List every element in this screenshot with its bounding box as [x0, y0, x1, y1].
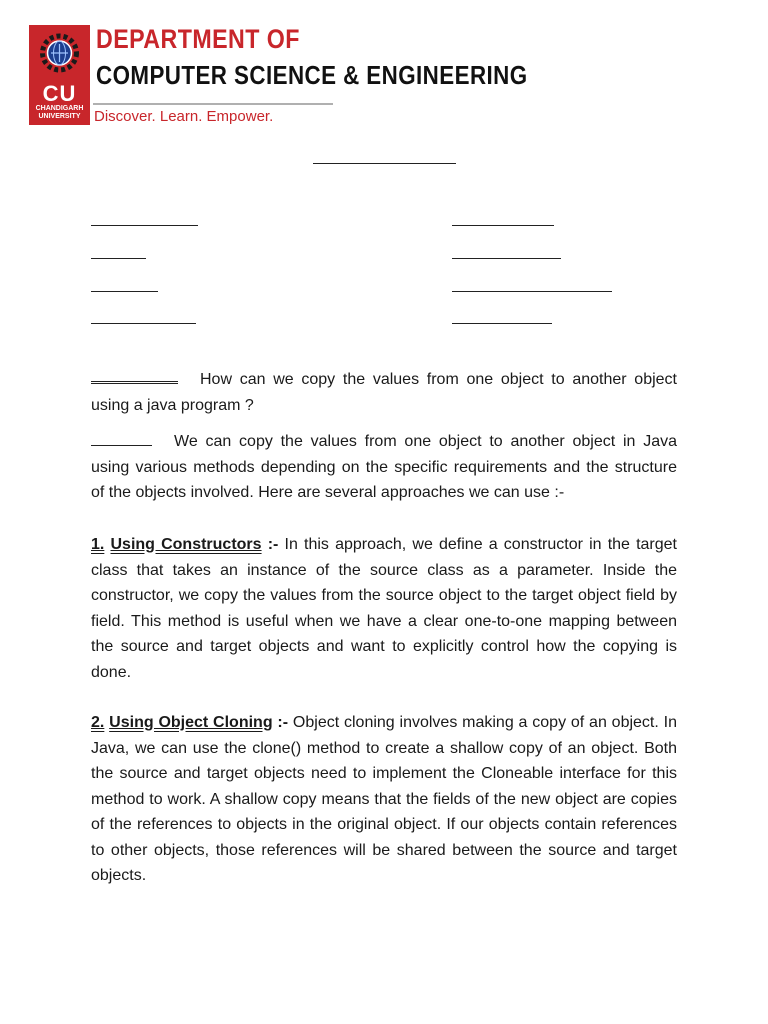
question-text: How can we copy the values from one object to another object using a java program ? [91, 371, 677, 414]
info-blank-left-2 [91, 258, 146, 259]
info-blank-left-3 [91, 291, 158, 292]
info-blank-right-4 [452, 323, 552, 324]
section-2-body: Object cloning involves making a copy of an object. In Java, we can use the clone() method to create a shallow copy of an object. Both the source and target objects need to implement the Cloneable interface for this method to work. A shallow copy means that the fields of the new object are copies of the references to objects in the original object. If our objects contain references to other objects, those references will be shared between the source and target objects. [91, 714, 677, 884]
title-blank [313, 163, 456, 164]
section-2-number: 2. [91, 714, 105, 731]
section-2-separator: :- [272, 714, 289, 731]
section-2-heading: Using Object Cloning [109, 714, 273, 731]
section-1-separator: :- [261, 536, 279, 553]
logo-university-name: CHANDIGARH UNIVERSITY [35, 105, 84, 120]
gear-emblem-icon [29, 25, 90, 85]
section-1-heading: Using Constructors [110, 536, 262, 553]
section-2-paragraph [91, 710, 677, 889]
university-logo [29, 25, 90, 125]
department-title-line2: COMPUTER SCIENCE & ENGINEERING [96, 60, 528, 90]
department-title-line1: DEPARTMENT OF [96, 24, 300, 54]
answer-label-blank [91, 431, 152, 446]
info-blank-right-2 [452, 258, 561, 259]
info-blank-right-3 [452, 291, 612, 292]
info-blank-left-1 [91, 225, 198, 226]
info-blank-left-4 [91, 323, 196, 324]
info-blank-right-1 [452, 225, 554, 226]
answer-intro-text: We can copy the values from one object to another object in Java using various methods depending on the specific requirements and the structure of the objects involved. Here are several approaches we can use :- [91, 433, 677, 501]
tagline: Discover. Learn. Empower. [94, 108, 274, 125]
section-1-paragraph [91, 532, 677, 685]
section-1-number: 1. [91, 536, 105, 553]
logo-abbrev: CU [42, 81, 77, 106]
section-1-body: In this approach, we define a constructor in the target class that takes an instance of the source class as a parameter. Inside the constructor, we copy the values from the source object to the target object field by field. This method is useful when we have a clear one-to-one mapping between the source and target objects and want to explicitly control how the copying is done. [91, 536, 677, 681]
question-paragraph [91, 367, 677, 418]
header-divider [93, 103, 333, 105]
answer-intro-paragraph [91, 429, 677, 506]
question-label-blank [91, 367, 178, 384]
